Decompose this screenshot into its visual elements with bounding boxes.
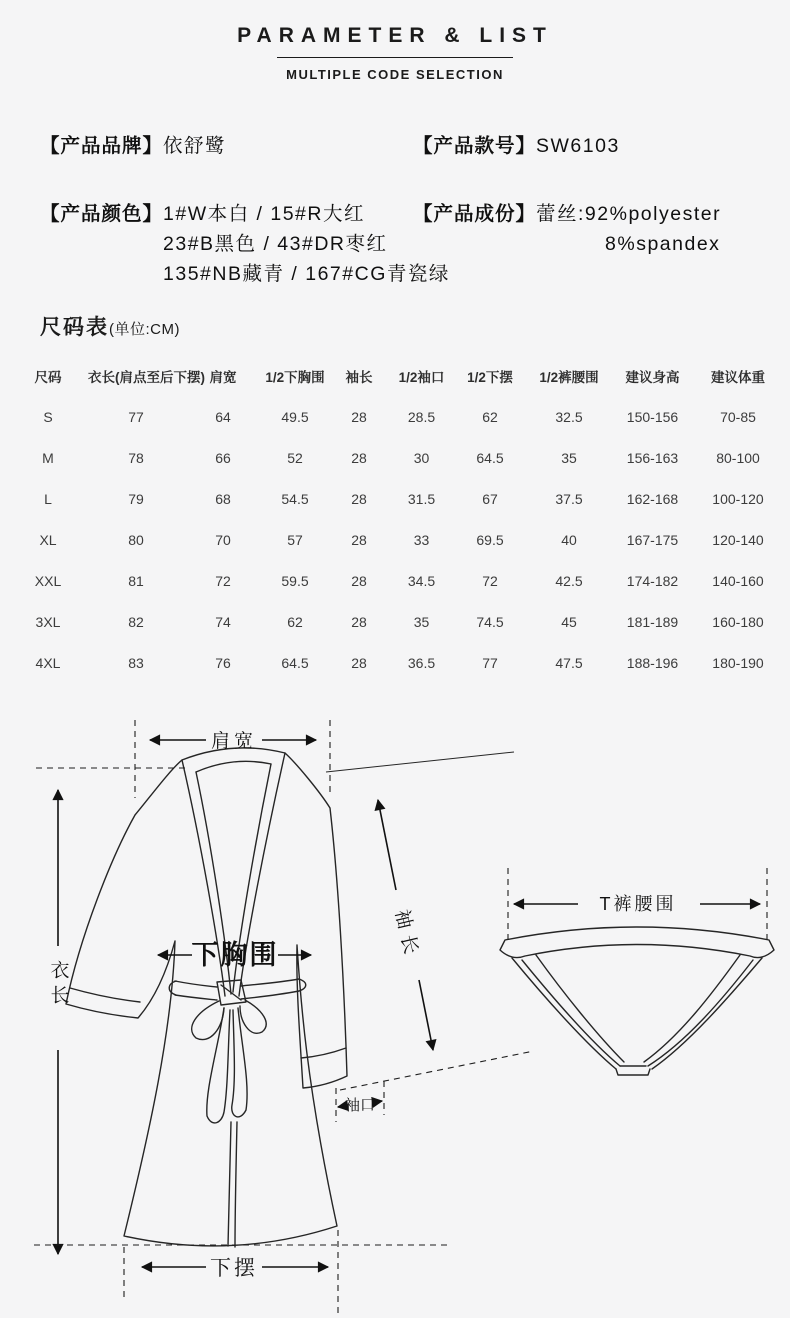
- bow-tail-left: [207, 1008, 230, 1123]
- colors-value: [163, 199, 450, 289]
- cell: 77: [482, 654, 498, 671]
- cell: 32.5: [555, 408, 583, 425]
- page-subtitle: MULTIPLE CODE SELECTION: [286, 67, 504, 82]
- panty-leg-right-inner: [648, 960, 753, 1066]
- cell: 76: [215, 654, 231, 671]
- cell: 28: [351, 531, 367, 548]
- cell: 77: [128, 408, 144, 425]
- cell: 150-156: [626, 408, 679, 425]
- cell: 78: [128, 449, 144, 466]
- cell: 34.5: [407, 572, 436, 589]
- belt-left-bottom: [175, 995, 217, 1000]
- left-cuff-line: [70, 988, 140, 1002]
- col-cuff: 1/2袖口: [398, 370, 445, 385]
- cell: XXL: [34, 572, 62, 589]
- cell: 188-196: [626, 654, 679, 671]
- table-row: [8, 396, 782, 437]
- panty-seam-left: [536, 955, 624, 1062]
- cell: 72: [215, 572, 231, 589]
- cell: 28: [351, 613, 367, 630]
- cell: 69.5: [476, 531, 504, 548]
- cell: 37.5: [555, 490, 583, 507]
- panty-waist-label: T裤腰围: [599, 894, 677, 914]
- cell: 31.5: [407, 490, 436, 507]
- bow-loop-right: [240, 1000, 266, 1033]
- belt-right-bottom: [241, 991, 299, 999]
- cell: 140-160: [712, 572, 764, 589]
- bow-knot: [217, 980, 246, 1005]
- garment-length-label: 衣长: [47, 960, 69, 1010]
- cell: 49.5: [281, 408, 309, 425]
- cell: 181-189: [626, 613, 679, 630]
- sleeve-length-label: 袖长: [390, 907, 423, 964]
- cell: 30: [413, 449, 430, 466]
- cell: 45: [561, 613, 577, 630]
- col-weight: 建议体重: [711, 370, 765, 385]
- product-model-row: [413, 131, 620, 161]
- cell: 68: [215, 490, 231, 507]
- cell: 64.5: [281, 654, 309, 671]
- front-slit-left: [228, 1122, 231, 1246]
- belt-bow: [169, 979, 306, 1123]
- under-bust-label: 下胸围: [191, 940, 279, 970]
- cell: 167-175: [626, 531, 679, 548]
- belt-right-top: [241, 979, 299, 986]
- product-colors-row: [40, 199, 450, 289]
- table-row: [8, 519, 782, 560]
- cell: XL: [39, 531, 57, 548]
- panty-leg-right-outer: [652, 958, 762, 1069]
- cuff-arrow-left: [338, 1106, 345, 1107]
- cell: 80-100: [716, 449, 760, 466]
- col-sleeve: 袖长: [345, 370, 373, 385]
- cell: 64: [215, 408, 231, 425]
- page-header: [0, 24, 790, 82]
- panty-leg-left-inner: [522, 960, 620, 1066]
- panty-drawing: [500, 927, 774, 1075]
- cell: 81: [128, 572, 144, 589]
- brand-label: 【产品品牌】: [40, 135, 164, 157]
- col-hem: 1/2下摆: [467, 370, 513, 385]
- belt-left-top: [175, 981, 217, 987]
- cell: 59.5: [281, 572, 309, 589]
- panty-waistband: [500, 927, 774, 958]
- cell: 40: [561, 531, 577, 548]
- composition-value: [536, 199, 721, 259]
- sleeve-ext-bottom: [340, 1051, 534, 1090]
- cell: 35: [561, 449, 577, 466]
- table-row: [8, 642, 782, 683]
- composition-label: 【产品成份】: [413, 203, 537, 225]
- page-title: PARAMETER & LIST: [237, 24, 553, 47]
- cell: 36.5: [407, 654, 436, 671]
- cell: 28: [351, 490, 367, 507]
- cell: 74: [215, 613, 231, 630]
- composition-line-1: 蕾丝:92%polyester: [536, 203, 722, 225]
- cuff-label: 袖口: [344, 1097, 376, 1114]
- size-table-title-text: 尺码表: [40, 316, 109, 339]
- hem-label: 下摆: [210, 1257, 258, 1280]
- belt-left-loop: [169, 981, 176, 995]
- collar-back-edge: [196, 761, 271, 772]
- table-row: [8, 601, 782, 642]
- cell: 100-120: [712, 490, 764, 507]
- col-underbust: 1/2下胸围: [265, 370, 325, 385]
- cell: 67: [482, 490, 498, 507]
- size-table-header-row: [8, 356, 782, 396]
- cell: 42.5: [555, 572, 583, 589]
- table-row: [8, 560, 782, 601]
- col-panty-waist: 1/2裤腰围: [539, 370, 599, 385]
- cell: 83: [128, 654, 144, 671]
- sleeve-arrow-up: [378, 800, 396, 890]
- cell: 156-163: [626, 449, 679, 466]
- cell: 33: [413, 531, 430, 548]
- cell: 174-182: [626, 572, 679, 589]
- model-label: 【产品款号】: [413, 135, 537, 157]
- cell: 28: [351, 408, 367, 425]
- cell: 160-180: [712, 613, 764, 630]
- cell: 64.5: [476, 449, 504, 466]
- col-shoulder: 肩宽: [209, 370, 237, 385]
- model-value: SW6103: [536, 135, 620, 157]
- measurement-diagram: [0, 698, 790, 1318]
- cell: 3XL: [35, 613, 61, 630]
- cell: 66: [215, 449, 231, 466]
- color-line-3: 135#NB藏青 / 167#CG青瓷绿: [163, 263, 450, 285]
- cell: 35: [413, 613, 430, 630]
- cuff-arrow-right: [375, 1101, 382, 1102]
- cell: 70-85: [720, 408, 756, 425]
- dim-under-bust: [158, 939, 311, 970]
- dim-hem: [34, 1230, 452, 1316]
- table-row: [8, 478, 782, 519]
- size-table-title: [40, 311, 180, 341]
- cell: 120-140: [712, 531, 764, 548]
- cell: 28: [351, 449, 367, 466]
- cell: 52: [287, 449, 303, 466]
- cell: 79: [128, 490, 144, 507]
- product-brand-row: [40, 131, 226, 161]
- product-composition-row: [413, 199, 721, 259]
- cell: 47.5: [555, 654, 583, 671]
- cell: 162-168: [626, 490, 679, 507]
- shoulder-width-label: 肩宽: [210, 731, 258, 752]
- cell: 180-190: [712, 654, 764, 671]
- dim-garment-length: [36, 768, 186, 1254]
- cell: 28: [351, 654, 367, 671]
- size-table: [8, 356, 782, 683]
- cell: M: [42, 449, 54, 466]
- panty-seam-right: [644, 955, 740, 1062]
- cell: 70: [215, 531, 231, 548]
- composition-line-2: 8%spandex: [605, 233, 721, 255]
- dim-shoulder-width: [135, 720, 330, 798]
- dim-cuff: [336, 1081, 384, 1122]
- robe-drawing: [66, 748, 347, 1247]
- cell: 54.5: [281, 490, 309, 507]
- cell: 72: [482, 572, 498, 589]
- col-garment-length: 衣长(肩点至后下摆): [88, 370, 205, 385]
- sleeve-arrow-down: [419, 980, 433, 1050]
- col-height: 建议身高: [625, 370, 680, 385]
- size-table-unit: (单位:CM): [109, 321, 180, 338]
- front-slit-right: [235, 1122, 237, 1247]
- color-line-1: 1#W本白 / 15#R大红: [163, 203, 365, 225]
- sleeve-ext-top: [326, 752, 514, 772]
- colors-label: 【产品颜色】: [40, 203, 164, 225]
- cell: 62: [482, 408, 498, 425]
- cell: S: [43, 408, 53, 425]
- cell: 80: [128, 531, 144, 548]
- col-size: 尺码: [34, 370, 62, 385]
- cell: 28.5: [407, 408, 436, 425]
- title-divider: [277, 57, 513, 58]
- panty-crotch: [616, 1066, 650, 1075]
- dim-sleeve-length: [326, 752, 534, 1090]
- cell: 28: [351, 572, 367, 589]
- dim-panty-waist: [508, 868, 767, 941]
- cell: 4XL: [35, 654, 61, 671]
- cell: 82: [128, 613, 144, 630]
- color-line-2: 23#B黑色 / 43#DR枣红: [163, 233, 388, 255]
- cell: 62: [287, 613, 303, 630]
- table-row: [8, 437, 782, 478]
- cell: 57: [287, 531, 303, 548]
- cell: L: [44, 490, 52, 507]
- cell: 74.5: [476, 613, 504, 630]
- brand-value: 依舒鹭: [163, 135, 227, 157]
